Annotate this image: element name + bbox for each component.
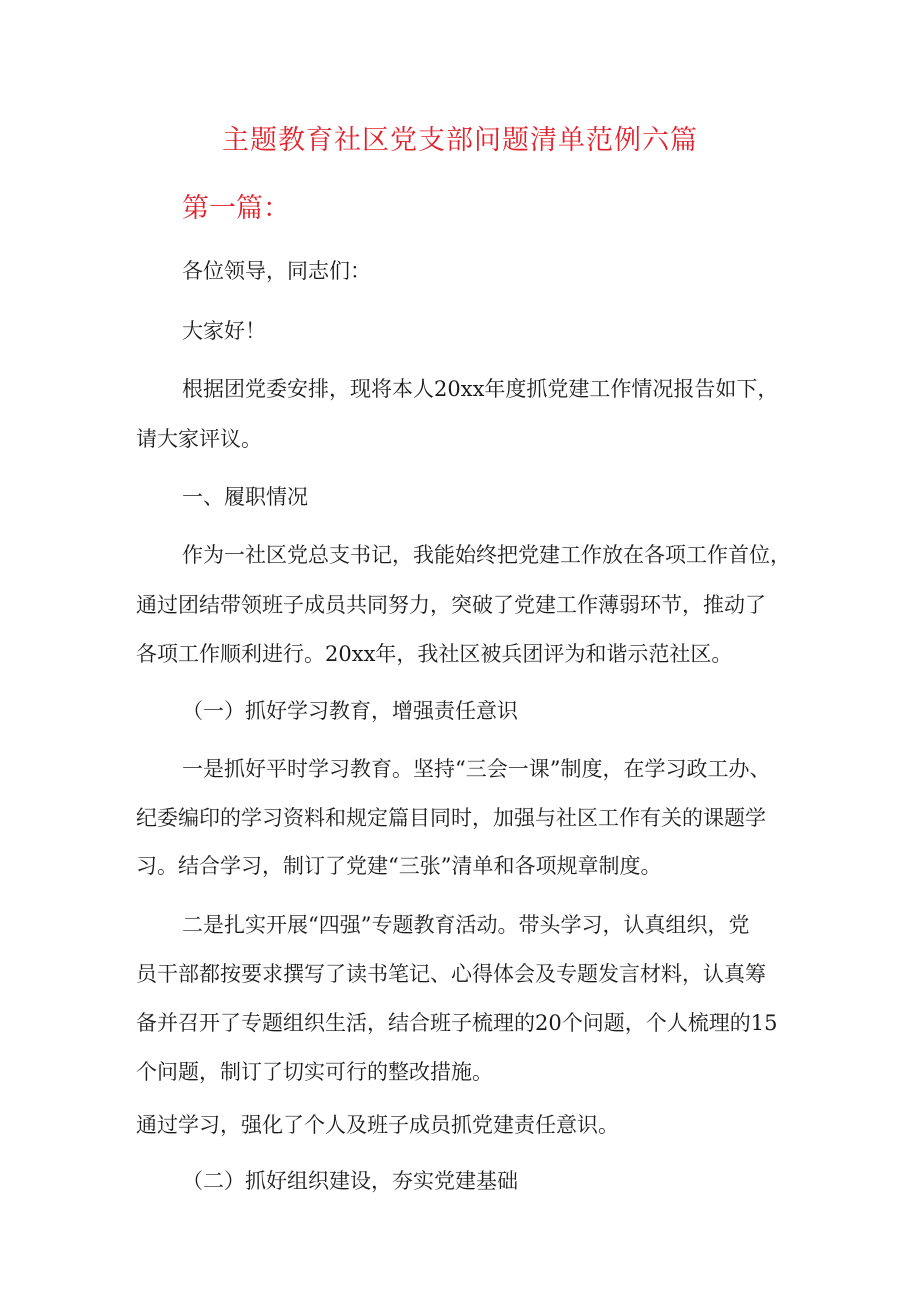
paragraph-line: 习。结合学习，制订了党建“三张”清单和各项规章制度。 — [136, 854, 662, 878]
paragraph-line: 根据团党委安排，现将本人20xx年度抓党建工作情况报告如下， — [182, 377, 779, 401]
paragraph-line: 作为一社区党总支书记，我能始终把党建工作放在各项工作首位， — [182, 543, 791, 567]
heading-duty: 一、履职情况 — [182, 485, 308, 509]
paragraph-line: 备并召开了专题组织生活，结合班子梳理的20个问题，个人梳理的15 — [136, 1011, 778, 1035]
section-heading: 第一篇： — [182, 193, 290, 224]
greeting: 大家好！ — [182, 319, 266, 343]
paragraph-line: 二是扎实开展“四强”专题教育活动。带头学习，认真组织，党 — [182, 913, 750, 937]
document-title: 主题教育社区党支部问题清单范例六篇 — [222, 125, 698, 156]
paragraph-line: 一是抓好平时学习教育。坚持“三会一课”制度，在学习政工办、 — [182, 757, 771, 781]
paragraph-line: 通过学习，强化了个人及班子成员抓党建责任意识。 — [136, 1113, 619, 1137]
salutation: 各位领导，同志们： — [182, 259, 371, 283]
paragraph-line: 员干部都按要求撰写了读书笔记、心得体会及专题发言材料，认真筹 — [136, 962, 766, 986]
paragraph-line: 纪委编印的学习资料和规定篇目同时，加强与社区工作有关的课题学 — [136, 806, 766, 830]
paragraph-line: 请大家评议。 — [136, 427, 262, 451]
subheading-organization: （二）抓好组织建设，夯实党建基础 — [182, 1169, 518, 1193]
paragraph-line: 个问题，制订了切实可行的整改措施。 — [136, 1060, 493, 1084]
paragraph-line: 通过团结带领班子成员共同努力，突破了党建工作薄弱环节，推动了 — [136, 593, 766, 617]
paragraph-line: 各项工作顺利进行。20xx年，我社区被兵团评为和谐示范社区。 — [136, 642, 733, 666]
subheading-study: （一）抓好学习教育，增强责任意识 — [182, 699, 518, 723]
